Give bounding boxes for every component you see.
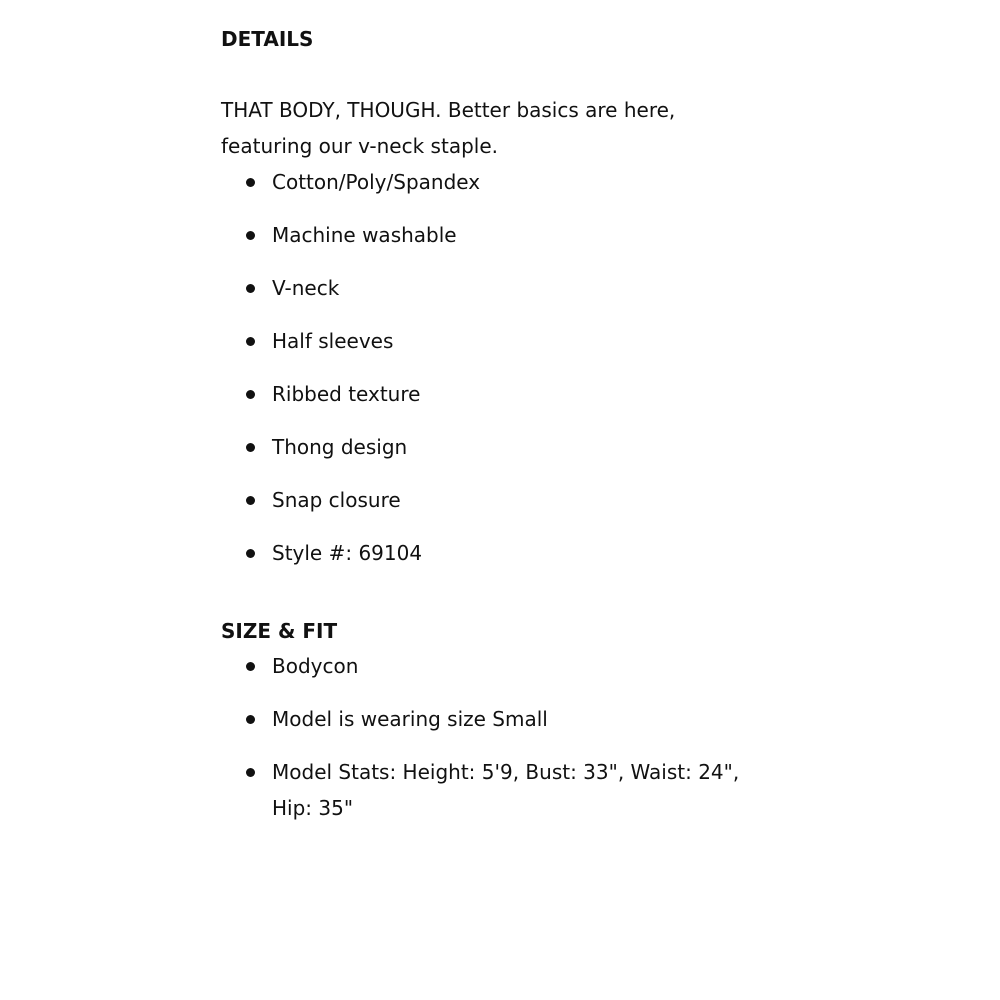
list-item: Machine washable [221,217,761,253]
list-item: V-neck [221,270,761,306]
list-item: Ribbed texture [221,376,761,412]
product-details-content [221,22,761,843]
size-fit-heading: SIZE & FIT [221,619,338,643]
list-item: Model Stats: Height: 5'9, Bust: 33", Waist: 24", Hip: 35" [221,754,742,826]
details-heading: DETAILS [221,27,314,51]
list-item: Cotton/Poly/Spandex [221,164,761,200]
details-intro: THAT BODY, THOUGH. Better basics are here, featuring our v-neck staple. [221,98,676,158]
details-list [221,164,761,571]
list-item: Thong design [221,429,761,465]
size-fit-list [221,648,761,826]
list-item: Snap closure [221,482,761,518]
list-item: Half sleeves [221,323,761,359]
list-item: Model is wearing size Small [221,701,761,737]
list-item: Style #: 69104 [221,535,761,571]
list-item: Bodycon [221,648,761,684]
